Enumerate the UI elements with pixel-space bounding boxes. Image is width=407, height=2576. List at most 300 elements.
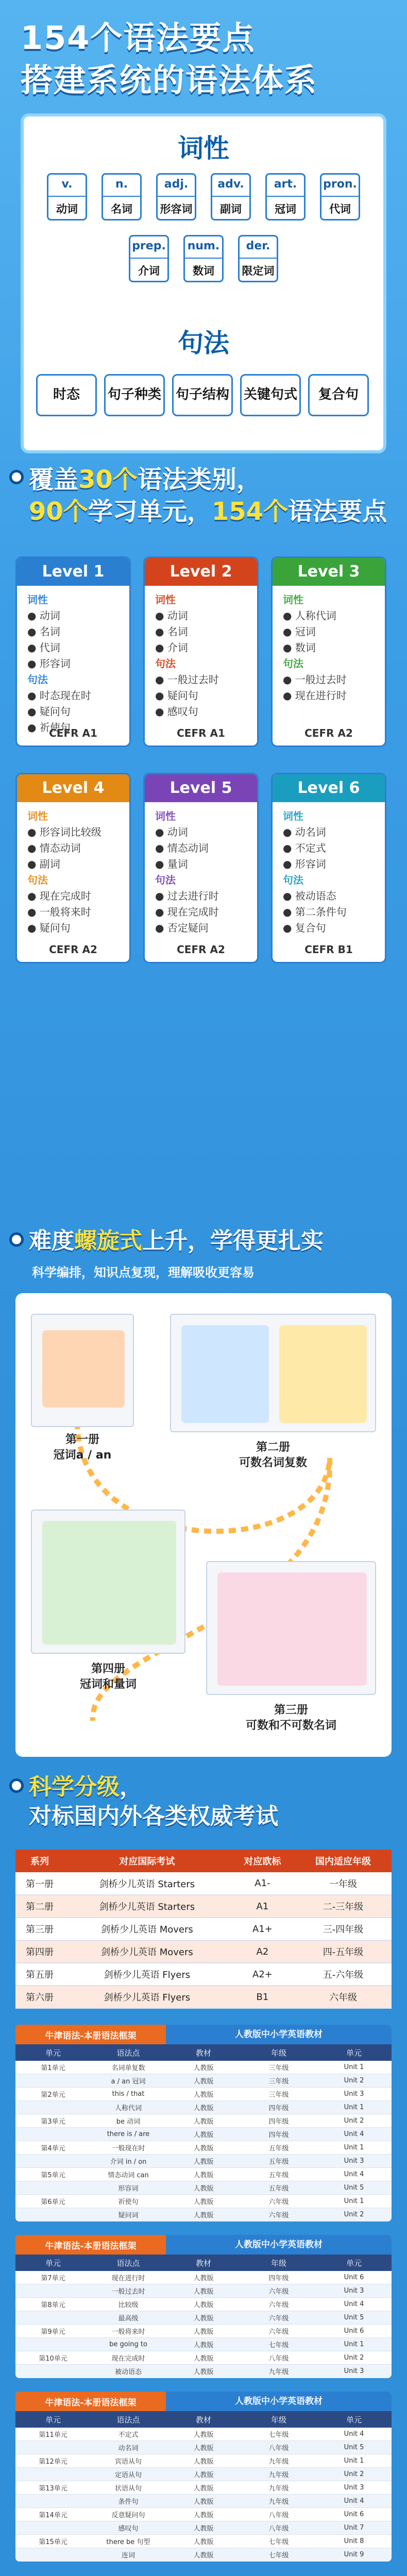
table-cell: 人教版: [193, 2512, 214, 2519]
pos-abbr: art.: [274, 178, 297, 191]
curriculum-table-head: [15, 2392, 392, 2411]
table-cell: 人教版: [193, 2458, 214, 2466]
pos-pill-pron[interactable]: [320, 173, 360, 221]
table-cell: 感叹句: [118, 2525, 139, 2533]
table-cell: 第2单元: [41, 2091, 65, 2099]
table-cell: Unit 2: [344, 2354, 364, 2362]
level-point: ● 动词: [27, 609, 60, 622]
bullet-icon: [9, 470, 24, 484]
level-point: ● 感叹句: [155, 705, 198, 718]
level-point: 句法: [27, 874, 48, 886]
table-row: [15, 2284, 392, 2298]
table-cell: 九年级: [268, 2458, 289, 2466]
curriculum-right-title: 人教版中小学英语教材: [166, 2392, 392, 2411]
table-row: [15, 2155, 392, 2168]
spiral-heading-post: 上升，学得更扎实: [142, 1228, 324, 1254]
table-cell: 四年级: [268, 2105, 289, 2112]
grading-heading-line2: 对标国内外各类权威考试: [29, 1803, 278, 1830]
table-cell: 人教版: [193, 2275, 214, 2282]
level-point: ● 否定疑问: [155, 922, 209, 934]
pos-name: 介词: [130, 258, 167, 278]
stage-book4-label: 第四册 冠词和量词: [79, 1663, 137, 1691]
coverage-line1-pre: 覆盖: [29, 465, 79, 494]
column-header: 语法点: [116, 2048, 140, 2058]
stage-book2-image: [170, 1314, 376, 1432]
table-cell: 三年级: [268, 2064, 289, 2072]
table-cell: 九年级: [268, 2485, 289, 2493]
grading-heading-hl: 科学分级: [29, 1774, 120, 1800]
column-header: 单元: [45, 2258, 61, 2268]
table-cell: 剑桥少儿英语 Starters: [64, 1872, 230, 1895]
level-point: ● 复合句: [283, 922, 326, 934]
pos-name: 代词: [321, 196, 359, 216]
level-point: ● 第二条件句: [283, 906, 347, 918]
page-title-line1: 154个语法要点: [21, 19, 256, 57]
table-cell: A1: [230, 1895, 295, 1918]
table-cell: 六年级: [268, 2288, 289, 2296]
table-cell: 人教版: [193, 2212, 214, 2219]
table-row: [15, 2481, 392, 2495]
column-header: 教材: [195, 2258, 211, 2268]
level-point: ● 一般过去时: [155, 673, 219, 686]
table-cell: Unit 4: [344, 2430, 364, 2438]
table-cell: 介词 in / on: [110, 2158, 147, 2166]
table-row: [15, 2208, 392, 2222]
level-points: [273, 586, 385, 710]
level-point: ● 名词: [155, 625, 188, 638]
table-row: [15, 2535, 392, 2548]
pos-abbr: n.: [115, 178, 128, 191]
coverage-line1-num: 30个: [78, 465, 138, 494]
level-point: 句法: [27, 673, 48, 686]
level-point: ● 过去进行时: [155, 890, 219, 902]
table-row: [15, 2061, 392, 2074]
table-cell: 人教版: [193, 2552, 214, 2560]
level-point: ● 代词: [27, 641, 60, 654]
table-cell: 五年级: [268, 2145, 289, 2153]
table-cell: 名词单复数: [111, 2064, 145, 2072]
level-point: ● 数词: [283, 641, 316, 654]
curriculum-table: [15, 2392, 392, 2562]
syntax-item[interactable]: 句子种类: [104, 374, 165, 416]
pos-pill-n[interactable]: [101, 173, 142, 221]
level-card-6[interactable]: [271, 773, 386, 963]
level-point: ● 情态动词: [27, 842, 81, 854]
table-cell: 第10单元: [39, 2355, 67, 2363]
table-cell: 第5单元: [41, 2172, 65, 2179]
coverage-heading: [9, 464, 387, 528]
table-cell: 比较级: [118, 2301, 139, 2309]
column-header: 语法点: [116, 2258, 140, 2268]
table-cell: Unit 4: [344, 2130, 364, 2138]
level-card-3[interactable]: [271, 556, 386, 747]
table-cell: 第6单元: [41, 2198, 65, 2206]
table-cell: 人教版: [193, 2198, 214, 2206]
level-point: ● 时态现在时: [27, 689, 91, 702]
table-cell: 六年级: [268, 2198, 289, 2206]
table-row: [15, 2468, 392, 2481]
level-point: 词性: [155, 594, 176, 606]
level-points: [17, 802, 129, 942]
table-cell: Unit 3: [344, 2157, 364, 2165]
table-cell: Unit 7: [344, 2524, 364, 2532]
exam-table-header: 国内适应年级: [295, 1850, 392, 1872]
table-cell: 第8单元: [41, 2301, 65, 2309]
column-header: 语法点: [116, 2415, 140, 2425]
syntax-item[interactable]: 时态: [36, 374, 97, 416]
level-point: ● 名词: [27, 625, 60, 638]
level-point: ● 疑问句: [155, 689, 198, 702]
level-points: [145, 802, 257, 942]
table-row: [15, 2298, 392, 2311]
level-card-1[interactable]: [15, 556, 131, 747]
table-cell: 八年级: [268, 2512, 289, 2519]
pos-abbr: der.: [246, 240, 270, 252]
table-cell: 五年级: [268, 2185, 289, 2193]
syntax-item[interactable]: 关键句式: [240, 374, 301, 416]
table-cell: 人教版: [193, 2342, 214, 2349]
level-cefr: CEFR A1: [49, 727, 97, 739]
table-row: [15, 2325, 392, 2338]
grading-heading: [9, 1772, 278, 1831]
column-header: 教材: [195, 2415, 211, 2425]
pos-name: 名词: [103, 196, 140, 216]
page-title-line2: 搭建系统的语法体系: [21, 61, 318, 99]
level-title: Level 4: [17, 774, 129, 802]
table-cell: 人教版: [193, 2485, 214, 2493]
table-cell: there be 句型: [106, 2538, 150, 2546]
table-cell: 人教版: [193, 2131, 214, 2139]
pos-name: 动词: [48, 196, 86, 216]
table-cell: Unit 1: [344, 2457, 364, 2465]
stage-book1-image: [31, 1314, 134, 1427]
table-cell: Unit 2: [344, 2470, 364, 2478]
curriculum-left-title: 牛津语法-本册语法框架: [45, 2241, 137, 2251]
table-row: [15, 2521, 392, 2535]
level-point: ● 动词: [155, 609, 188, 622]
level-point: 词性: [283, 594, 303, 606]
level-point: ● 现在完成时: [27, 890, 91, 902]
level-card-4[interactable]: [15, 773, 131, 963]
exam-table: [15, 1850, 392, 2009]
curriculum-table-subhead: [15, 2411, 392, 2428]
bullet-icon: [9, 1232, 24, 1247]
table-cell: 六年级: [268, 2212, 289, 2219]
stage-book3-label: 第三册 可数和不可数名词: [245, 1704, 336, 1732]
exam-table-header: 系列: [15, 1850, 64, 1872]
table-row: [15, 1872, 392, 1895]
curriculum-table-head: [15, 2025, 392, 2044]
spiral-heading-hl: 螺旋式: [74, 1228, 142, 1254]
table-cell: 人教版: [193, 2355, 214, 2363]
level-point: ● 祈使句: [27, 721, 71, 734]
level-card-5[interactable]: [143, 773, 259, 963]
curriculum-table-head: [15, 2235, 392, 2255]
table-cell: 五年级: [268, 2158, 289, 2166]
level-point: ● 形容词比较级: [27, 826, 101, 838]
table-cell: 剑桥少儿英语 Flyers: [64, 1963, 230, 1986]
curriculum-left-title: 牛津语法-本册语法框架: [45, 2397, 137, 2408]
page-header: [0, 0, 407, 108]
table-cell: 剑桥少儿英语 Movers: [64, 1918, 230, 1940]
level-point: 句法: [283, 657, 303, 670]
table-row: [15, 2181, 392, 2195]
table-cell: Unit 4: [344, 2497, 364, 2505]
table-cell: 人教版: [193, 2118, 214, 2126]
coverage-line2-post: 语法要点: [288, 497, 387, 527]
table-cell: 人教版: [193, 2538, 214, 2546]
level-point: ● 副词: [27, 858, 60, 870]
table-cell: 第13单元: [39, 2485, 67, 2493]
table-cell: A1+: [230, 1918, 295, 1940]
table-cell: 一般过去时: [111, 2288, 145, 2296]
table-cell: 定语从句: [114, 2471, 142, 2479]
level-point: ● 介词: [155, 641, 188, 654]
table-cell: 动名词: [118, 2445, 139, 2452]
table-cell: 剑桥少儿英语 Starters: [64, 1895, 230, 1918]
table-cell: 人教版: [193, 2328, 214, 2336]
table-cell: 反意疑问句: [111, 2512, 145, 2519]
pos-abbr: pron.: [323, 178, 357, 191]
table-row: [15, 2454, 392, 2468]
table-cell: 人教版: [193, 2301, 214, 2309]
table-cell: 第六册: [15, 1986, 64, 2008]
table-cell: 人教版: [193, 2158, 214, 2166]
table-cell: Unit 1: [344, 2104, 364, 2111]
table-cell: 现在进行时: [111, 2275, 145, 2282]
table-cell: 连词: [121, 2552, 135, 2560]
column-header: 年级: [270, 2415, 286, 2425]
table-cell: Unit 9: [344, 2551, 364, 2558]
pos-pill-der[interactable]: [238, 235, 278, 282]
table-cell: A2+: [230, 1963, 295, 1986]
table-row: [15, 2088, 392, 2101]
level-point: 句法: [155, 874, 176, 886]
table-cell: there is / are: [107, 2130, 150, 2138]
level-title: Level 3: [273, 558, 385, 586]
table-cell: 人教版: [193, 2105, 214, 2112]
table-cell: 第14单元: [39, 2512, 67, 2519]
table-cell: 人教版: [193, 2368, 214, 2376]
table-cell: 情态动词 can: [108, 2172, 149, 2179]
curriculum-table: [15, 2235, 392, 2378]
spiral-heading: [9, 1226, 324, 1256]
table-cell: 第4单元: [41, 2145, 65, 2153]
table-cell: 人教版: [193, 2525, 214, 2533]
exam-table-header: 对应欧标: [230, 1850, 295, 1872]
column-header: 单元: [346, 2415, 362, 2425]
table-cell: A2: [230, 1940, 295, 1963]
level-point: ● 人称代词: [283, 609, 336, 622]
table-row: [15, 2114, 392, 2128]
table-cell: B1: [230, 1986, 295, 2008]
table-cell: Unit 2: [344, 2077, 364, 2084]
table-row: [15, 2168, 392, 2181]
table-row: [15, 2101, 392, 2114]
curriculum-right-title: 人教版中小学英语教材: [166, 2025, 392, 2044]
level-point: ● 现在完成时: [155, 906, 219, 918]
table-cell: 第12单元: [39, 2458, 67, 2466]
table-cell: 形容词: [118, 2185, 139, 2193]
table-row: [15, 2074, 392, 2088]
table-cell: 第11单元: [39, 2431, 67, 2439]
table-cell: Unit 3: [344, 2287, 364, 2295]
table-row: [15, 2508, 392, 2521]
table-cell: 第二册: [15, 1895, 64, 1918]
table-cell: 条件句: [118, 2498, 139, 2506]
table-cell: Unit 3: [344, 2090, 364, 2098]
table-cell: 人教版: [193, 2172, 214, 2179]
column-header: 单元: [346, 2258, 362, 2268]
table-cell: Unit 1: [344, 2341, 364, 2348]
pos-abbr: num.: [187, 240, 220, 252]
level-point: ● 形容词: [27, 657, 71, 670]
curriculum-right-title: 人教版中小学英语教材: [166, 2235, 392, 2255]
pos-pill-num[interactable]: [183, 235, 224, 282]
level-point: ● 疑问句: [27, 922, 71, 934]
table-cell: 四年级: [268, 2275, 289, 2282]
table-cell: 被动语态: [114, 2368, 142, 2376]
table-row: [15, 2441, 392, 2454]
table-cell: 八年级: [268, 2355, 289, 2363]
table-cell: 第一册: [15, 1872, 64, 1895]
level-point: 词性: [283, 810, 303, 822]
table-cell: 第3单元: [41, 2118, 65, 2126]
coverage-line1-post: 语法类别，: [137, 465, 261, 494]
table-cell: 人教版: [193, 2498, 214, 2506]
table-cell: Unit 2: [344, 2211, 364, 2218]
level-point: ● 现在进行时: [283, 689, 347, 702]
table-row: [15, 1895, 392, 1918]
table-cell: 祈使句: [118, 2198, 139, 2206]
table-cell: 宾语从句: [114, 2458, 142, 2466]
table-cell: 疑问词: [118, 2212, 139, 2219]
table-cell: 剑桥少儿英语 Flyers: [64, 1986, 230, 2008]
table-cell: 八年级: [268, 2525, 289, 2533]
level-point: 句法: [155, 657, 176, 670]
table-cell: 不定式: [118, 2431, 139, 2439]
table-cell: a / an 冠词: [111, 2078, 146, 2086]
curriculum-left-title: 牛津语法-本册语法框架: [45, 2030, 137, 2041]
table-cell: 八年级: [268, 2445, 289, 2452]
pos-pill-art[interactable]: [265, 173, 306, 221]
grading-heading-post: ，: [120, 1774, 142, 1800]
level-point: ● 疑问句: [27, 705, 71, 718]
table-cell: 六年级: [268, 2301, 289, 2309]
table-cell: be going to: [109, 2341, 147, 2348]
level-title: Level 2: [145, 558, 257, 586]
table-cell: 七年级: [268, 2431, 289, 2439]
parts-of-speech-card: [21, 113, 386, 453]
table-row: [15, 2351, 392, 2365]
table-cell: 六年级: [295, 1986, 392, 2008]
table-cell: Unit 6: [344, 2511, 364, 2518]
table-cell: 最高级: [118, 2315, 139, 2323]
table-cell: 第9单元: [41, 2328, 65, 2336]
pos-name: 冠词: [267, 196, 304, 216]
coverage-line2-mid: 学习单元，: [88, 497, 212, 527]
table-cell: Unit 4: [344, 2300, 364, 2308]
curriculum-table-subhead: [15, 2044, 392, 2061]
table-cell: 人教版: [193, 2145, 214, 2153]
syntax-item[interactable]: 复合句: [308, 374, 369, 416]
table-cell: 第四册: [15, 1940, 64, 1963]
table-cell: 六年级: [268, 2328, 289, 2336]
table-cell: Unit 2: [344, 2117, 364, 2125]
pos-abbr: adv.: [217, 178, 244, 191]
table-cell: Unit 1: [344, 2063, 364, 2071]
level-cefr: CEFR A1: [177, 727, 225, 739]
level-cefr: CEFR A2: [49, 943, 97, 956]
level-cefr: CEFR A2: [304, 727, 353, 739]
pos-pill-prep[interactable]: [129, 235, 169, 282]
pos-abbr: prep.: [132, 240, 166, 252]
level-points: [145, 586, 257, 726]
table-cell: 四-五年级: [295, 1940, 392, 1963]
pos-abbr: adj.: [164, 178, 189, 191]
level-title: Level 6: [273, 774, 385, 802]
coverage-line2-num2: 154个: [211, 497, 289, 527]
level-point: 词性: [27, 594, 48, 606]
level-point: ● 一般过去时: [283, 673, 347, 686]
table-cell: 人教版: [193, 2185, 214, 2193]
table-row: [15, 2311, 392, 2325]
table-cell: 五-六年级: [295, 1963, 392, 1986]
table-row: [15, 2271, 392, 2284]
table-cell: be 动词: [116, 2118, 141, 2126]
table-cell: 五年级: [268, 2172, 289, 2179]
curriculum-table: [15, 2025, 392, 2222]
table-cell: 人教版: [193, 2078, 214, 2086]
pos-pill-adj[interactable]: [156, 173, 196, 221]
table-cell: Unit 3: [344, 2484, 364, 2492]
level-point: ● 一般将来时: [27, 906, 91, 918]
syntax-item[interactable]: 句子结构: [172, 374, 233, 416]
column-header: 单元: [45, 2415, 61, 2425]
table-cell: Unit 5: [344, 2444, 364, 2451]
pos-pill-adv[interactable]: [211, 173, 251, 221]
table-cell: 第7单元: [41, 2275, 65, 2282]
table-cell: Unit 5: [344, 2184, 364, 2192]
table-cell: 六年级: [268, 2315, 289, 2323]
table-cell: this / that: [112, 2090, 145, 2098]
table-cell: Unit 1: [344, 2144, 364, 2151]
table-row: [15, 1918, 392, 1940]
level-card-2[interactable]: [143, 556, 259, 747]
level-title: Level 5: [145, 774, 257, 802]
table-cell: 人教版: [193, 2445, 214, 2452]
table-cell: 人教版: [193, 2315, 214, 2323]
table-cell: 状语从句: [114, 2485, 142, 2493]
table-cell: Unit 3: [344, 2367, 364, 2375]
table-cell: 现在完成时: [111, 2355, 145, 2363]
spiral-subtitle: 科学编排，知识点复现，理解吸收更容易: [32, 1265, 255, 1280]
pos-name: 数词: [185, 258, 222, 278]
level-point: ● 动名词: [283, 826, 326, 838]
table-cell: 九年级: [268, 2498, 289, 2506]
level-point: 词性: [155, 810, 176, 822]
syntax-title: 句法: [178, 328, 229, 358]
table-cell: 人教版: [193, 2064, 214, 2072]
level-cefr: CEFR A2: [177, 943, 225, 956]
table-cell: 七年级: [268, 2552, 289, 2560]
table-cell: 一般现在时: [111, 2145, 145, 2153]
table-row: [15, 1963, 392, 1986]
table-cell: Unit 6: [344, 2327, 364, 2335]
pos-pill-v[interactable]: [47, 173, 87, 221]
level-point: ● 冠词: [283, 625, 316, 638]
table-cell: Unit 4: [344, 2171, 364, 2178]
